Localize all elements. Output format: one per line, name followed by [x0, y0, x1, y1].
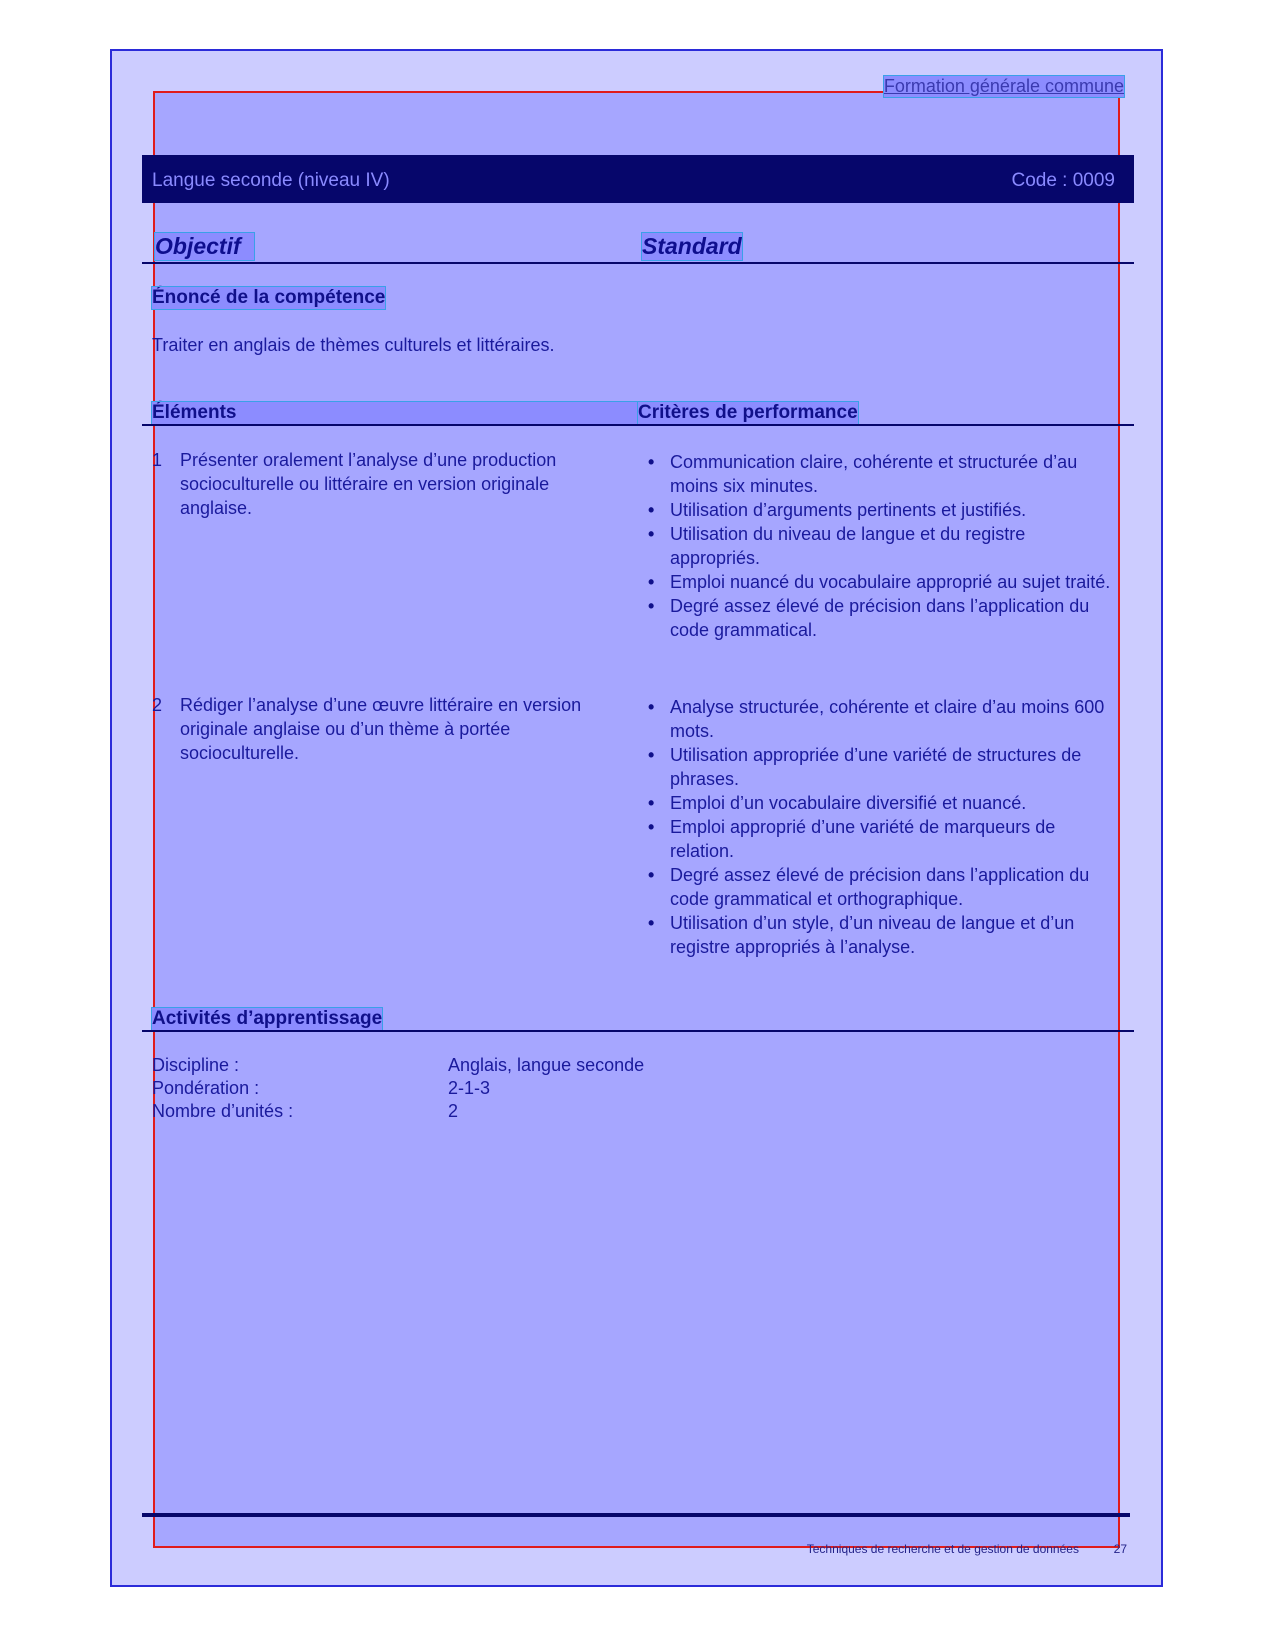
- standard-heading: Standard: [642, 233, 742, 259]
- unites-label: Nombre d’unités :: [152, 1101, 294, 1121]
- footer: [807, 1542, 1127, 1556]
- criterion-item: • Degré assez élevé de précision dans l’application du code grammatical et orthographique.: [648, 863, 1120, 911]
- criterion-item: • Emploi nuancé du vocabulaire approprié au sujet traité.: [648, 570, 1120, 594]
- footer-program: Techniques de recherche et de gestion de données: [806, 1542, 1079, 1556]
- objectif-heading: Objectif: [155, 233, 254, 260]
- discipline-label: Discipline :: [152, 1055, 240, 1075]
- criterion-item: • Utilisation d’un style, d’un niveau de langue et d’un registre appropriés à l’analyse.: [648, 911, 1120, 959]
- footer-divider: [142, 1513, 1130, 1517]
- criterion-item: • Communication claire, cohérente et structurée d’au moins six minutes.: [648, 450, 1120, 498]
- enonce-heading: Énoncé de la compétence: [152, 287, 386, 308]
- element-text: Rédiger l’analyse d’une œuvre littéraire en version originale anglaise ou d’un thème à portée socioculturelle.: [180, 695, 582, 763]
- activites-divider: [142, 1030, 1134, 1032]
- element-item-2: [152, 693, 618, 765]
- enonce-text: Traiter en anglais de thèmes culturels et littéraires.: [152, 335, 555, 355]
- criterion-item: • Emploi approprié d’une variété de marqueurs de relation.: [648, 815, 1120, 863]
- category-label: Formation générale commune: [883, 76, 1124, 96]
- criterion-item: • Utilisation d’arguments pertinents et justifiés.: [648, 498, 1120, 522]
- criterion-item: • Utilisation appropriée d’une variété de structures de phrases.: [648, 743, 1120, 791]
- footer-page-number: 27: [1113, 1542, 1127, 1556]
- element-text: Présenter oralement l’analyse d’une production socioculturelle ou littéraire en version originale anglaise.: [180, 450, 557, 518]
- ponderation-value: 2-1-3: [448, 1078, 491, 1098]
- criterion-item: • Emploi d’un vocabulaire diversifié et nuancé.: [648, 791, 1120, 815]
- criteria-list-1: [648, 450, 1120, 642]
- element-number: 2: [152, 695, 163, 715]
- elements-heading: Éléments: [152, 402, 638, 424]
- course-title: Langue seconde (niveau IV): [152, 170, 390, 191]
- criteres-heading: Critères de performance: [638, 402, 858, 423]
- criterion-item: • Analyse structurée, cohérente et claire d’au moins 600 mots.: [648, 695, 1120, 743]
- element-number: 1: [152, 450, 163, 470]
- unites-value: 2: [448, 1101, 459, 1121]
- criteria-list-2: [648, 695, 1120, 959]
- ponderation-label: Pondération :: [152, 1078, 260, 1098]
- course-code: Code : 0009: [1011, 170, 1115, 191]
- discipline-value: Anglais, langue seconde: [448, 1055, 645, 1075]
- activites-heading: Activités d’apprentissage: [152, 1008, 383, 1029]
- elements-divider: [142, 424, 1134, 426]
- element-item-1: [152, 448, 618, 520]
- criterion-item: • Degré assez élevé de précision dans l’application du code grammatical.: [648, 594, 1120, 642]
- heading-divider: [142, 262, 1134, 264]
- criterion-item: • Utilisation du niveau de langue et du registre appropriés.: [648, 522, 1120, 570]
